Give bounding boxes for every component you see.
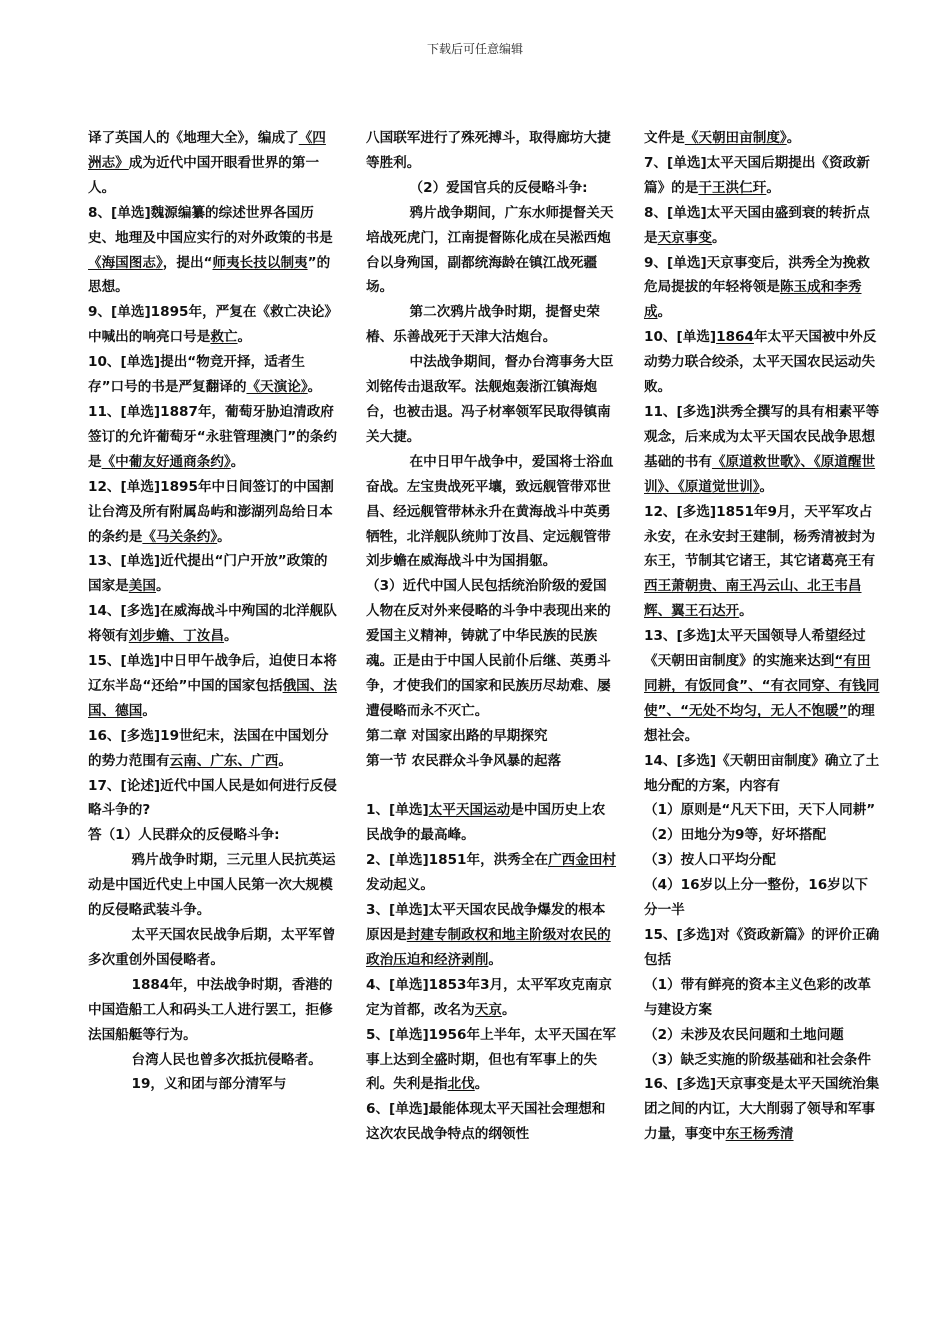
answer-text: 刘步蟾、丁汝昌	[128, 628, 224, 645]
text-run: 12、[多选]1851年9月，天平军攻占永安，在永安封王建制，杨秀清被封为东王，节制其它诸王，其它诸葛亮王有	[644, 503, 876, 570]
text-run: （1）带有鲜亮的资本主义色彩的改革与建设方案	[644, 976, 871, 1018]
answer-text: 北伐	[447, 1076, 475, 1093]
answer-text: “有田同耕，有饭同食”、“有衣同穿、有钱同使”、“无处不均匀，无人不饱暖”	[644, 653, 880, 719]
text-run: 文件是	[644, 130, 685, 146]
text-paragraph	[366, 450, 618, 575]
text-run: 第二章 对国家出路的早期探究	[366, 727, 548, 744]
text-paragraph	[366, 798, 618, 848]
text-paragraph	[88, 300, 338, 350]
answer-text: 《原道救世歌》、《原道醒世训》、《原道觉世训》	[644, 453, 876, 495]
text-run: 11、[单选]1887年，葡萄牙胁迫清政府签订的允许葡萄牙“永驻管理澳门”的条约是	[88, 403, 337, 470]
text-run: 。	[278, 752, 292, 769]
text-run: 发动起义。	[366, 877, 434, 894]
text-run: 第一节 农民群众斗争风暴的起落	[366, 752, 562, 769]
text-paragraph	[366, 574, 618, 723]
text-paragraph	[88, 823, 338, 848]
text-run: 10、[单选]提出“物竞开择，适者生存”口号的书是严复翻译的	[88, 354, 305, 396]
answer-text: 救亡	[210, 329, 238, 346]
text-paragraph	[88, 724, 338, 774]
answer-text: 《中葡友好通商条约》	[101, 453, 231, 470]
answer-text: 1864	[716, 329, 754, 346]
text-paragraph	[644, 1023, 880, 1048]
text-run: （2）爱国官兵的反侵略斗争:	[409, 179, 588, 196]
text-paragraph	[88, 649, 338, 724]
text-run: 台湾人民也曾多次抵抗侵略者。	[131, 1051, 322, 1068]
text-run: 。	[711, 229, 726, 246]
answer-text: 陈玉成和李秀成	[644, 279, 862, 321]
text-run: 7、[单选]太平天国后期提出《资政新篇》的是	[644, 154, 870, 196]
answer-text: 太平天国运动	[428, 802, 511, 819]
text-paragraph	[644, 151, 880, 201]
answer-text: 广西金田村	[548, 852, 617, 869]
page-header: 下载后可任意编辑	[426, 42, 523, 56]
text-run: 鸦片战争期间，广东水师提督关天培战死虎门，江南提督陈化成在吴淞西炮台以身殉国，副都统海龄在镇江战死疆场。	[366, 204, 614, 296]
answer-text: 《天演论》	[246, 379, 308, 396]
answer-text: 天京	[474, 1001, 502, 1018]
text-run: 八国联军进行了殊死搏斗，取得廊坊大捷等胜利。	[366, 130, 611, 171]
blank-line	[366, 774, 618, 799]
text-paragraph	[644, 325, 880, 400]
text-paragraph	[366, 973, 618, 1023]
text-run: （3）近代中国人民包括统治阶级的爱国人物在反对外来侵略的斗争中表现出来的爱国主义精神，铸就了中华民族的民族魂。正是由于中国人民前仆后继、英勇斗争，才使我们的国家和民族历尽劫难、屡遭侵略而永不灭亡。	[366, 578, 611, 719]
text-run: 。	[657, 304, 672, 321]
text-paragraph	[88, 599, 338, 649]
text-run: 17、[论述]近代中国人民是如何进行反侵略斗争的?	[88, 777, 337, 819]
text-paragraph	[644, 749, 880, 799]
text-run: 太平天国农民战争后期，太平军曾多次重创外国侵略者。	[88, 927, 336, 968]
text-run: 译了英国人的《地理大全》，编成	[88, 130, 286, 146]
text-run: 。	[501, 1001, 516, 1018]
column-2	[366, 126, 618, 1147]
text-run: ”的思想。	[88, 254, 331, 296]
text-run: （3）按人口平均分配	[644, 852, 776, 869]
text-run: 。	[759, 478, 774, 495]
text-run: 19，义和团与部分清军与	[131, 1076, 287, 1093]
text-run: 鸦片战争时期，三元里人民抗英运动是中国近代史上中国人民第一次大规模的反侵略武装斗争。	[88, 852, 336, 919]
text-paragraph	[88, 848, 338, 923]
column-3	[644, 126, 880, 1147]
text-paragraph	[366, 898, 618, 973]
text-paragraph	[88, 126, 338, 201]
text-run: 。	[488, 951, 502, 968]
text-run: 的理想社会。	[644, 702, 875, 744]
text-run: 16、[多选]天京事变是太平天国统治集团之间的内讧，大大削弱了领导和军事力量，事变中	[644, 1076, 880, 1143]
text-paragraph	[366, 350, 618, 450]
text-paragraph	[366, 749, 618, 774]
text-paragraph	[88, 1048, 338, 1073]
text-run: 1、[单选]	[366, 802, 429, 819]
text-run: 。	[307, 379, 322, 396]
text-run: 。	[474, 1076, 489, 1093]
answer-text: 云南、广东、广西	[169, 752, 279, 769]
text-run: 。	[786, 130, 801, 146]
text-paragraph	[366, 176, 618, 201]
text-paragraph	[88, 350, 338, 400]
text-paragraph	[366, 300, 618, 350]
text-run: 16、[多选]19世纪末，法国在中国划分的势力范围有	[88, 727, 329, 769]
text-run: 6、[单选]最能体现太平天国社会理想和这次农民战争特点的纲领性	[366, 1101, 606, 1143]
text-run: 15、[单选]中日甲午战争后，迫使日本将辽东半岛“还给”中国的国家包括	[88, 653, 337, 694]
text-run: 3、[单选]太平天国农民战争爆发的根本原因是	[366, 902, 606, 943]
text-paragraph	[644, 1072, 880, 1147]
text-paragraph	[88, 1072, 338, 1097]
text-paragraph	[366, 724, 618, 749]
text-paragraph	[88, 774, 338, 824]
text-run: 第二次鸦片战争时期，提督史荣椿、乐善战死于天津大沽炮台。	[366, 304, 600, 346]
text-run: 在中日甲午战争中，爱国将士浴血奋战。左宝贵战死平壤，致远舰管带邓世昌、经远舰管带林永升在黄海战斗中英勇牺牲，北洋舰队统帅丁汝昌、定远舰管带刘步蟾在威海战斗中为国捐躯。	[366, 453, 614, 570]
answer-text: 《四洲志》	[88, 130, 326, 171]
text-run: 成为近代中国开眼看世界的第一人。	[88, 154, 320, 196]
text-run: 是中国历史上农民战争的最高峰。	[366, 802, 606, 844]
text-paragraph	[644, 798, 880, 823]
text-run: 。	[237, 329, 252, 346]
text-paragraph	[644, 923, 880, 973]
text-paragraph	[644, 873, 880, 923]
text-run: 2、[单选]1851年，洪秀全在	[366, 852, 549, 869]
text-paragraph	[88, 549, 338, 599]
answer-text: 《海国图志》	[88, 254, 163, 271]
text-run: 14、[多选]在威海战斗中殉国的北洋舰队将领有	[88, 603, 337, 645]
answer-text: 干王洪仁玕	[698, 179, 767, 196]
answer-text: 师夷长技以制夷	[212, 254, 308, 271]
text-run: 5、[单选]1956年上半年，太平天国在军事上达到全盛时期，但也有军事上的失利。失利是指	[366, 1026, 617, 1093]
text-paragraph	[366, 126, 618, 176]
text-run: 8、[单选]太平天国由盛到衰的转折点是	[644, 204, 870, 246]
text-run: （4）16岁以上分一整份，16岁以下分一半	[644, 877, 869, 919]
text-paragraph	[644, 624, 880, 749]
text-paragraph	[644, 201, 880, 251]
answer-text: 东王杨秀清	[725, 1126, 794, 1143]
text-paragraph	[88, 400, 338, 475]
text-run: 13、[单选]近代提出“门户开放”政策的国家是	[88, 553, 328, 595]
text-paragraph	[88, 201, 338, 301]
text-run: （2）未涉及农民问题和土地问题	[644, 1026, 844, 1043]
text-run: （3）缺乏实施的阶级基础和社会条件	[644, 1051, 871, 1068]
text-run: 中法战争期间，督办台湾事务大臣刘铭传击退敌军。法舰炮轰浙江镇海炮台，也被击退。冯子材率领军民取得镇南关大捷。	[366, 354, 614, 445]
answer-text: 《马关条约》	[142, 528, 218, 545]
text-run: 年太平天国被中外反动势力联合绞杀，太平天国农民运动失败。	[644, 329, 877, 396]
text-run: 12、[单选]1895年中日间签订的中国割让台湾及所有附属岛屿和澎湖列岛给日本的条约是	[88, 478, 334, 545]
text-run: 11、[多选]洪秀全撰写的具有相素平等观念，后来成为太平天国农民战争思想基础的书有	[644, 403, 880, 470]
text-paragraph	[366, 1023, 618, 1098]
text-paragraph	[644, 126, 880, 151]
answer-text: 俄国、法国、德国	[88, 677, 337, 719]
text-paragraph	[644, 1048, 880, 1073]
text-run: 。	[142, 702, 156, 719]
text-run: 了	[285, 130, 299, 146]
text-run: 1884年，中法战争时期，香港的中国造船工人和码头工人进行罢工，拒修法国船艇等行为。	[88, 976, 333, 1043]
text-paragraph	[644, 500, 880, 625]
text-run: 。	[739, 603, 753, 620]
text-run: 15、[多选]对《资政新篇》的评价正确包括	[644, 927, 880, 968]
text-paragraph	[644, 823, 880, 848]
text-paragraph	[88, 973, 338, 1048]
text-paragraph	[366, 201, 618, 301]
text-run: 。	[155, 578, 170, 595]
text-paragraph	[644, 973, 880, 1023]
answer-text: 西王萧朝贵、南王冯云山、北王韦昌辉、翼王石达开	[644, 578, 862, 620]
text-run: 14、[多选]《天朝田亩制度》确立了土地分配的方案，内容有	[644, 752, 880, 794]
answer-text: 封建专制政权和地主阶级对农民的政治压迫和经济剥削	[366, 926, 611, 968]
text-run: 。	[230, 453, 245, 470]
column-1	[88, 126, 338, 1097]
text-run: 9、[单选]天京事变后，洪秀全为挽救危局提拔的年轻将领是	[644, 254, 870, 296]
text-run: 9、[单选]1895年，严复在《救亡决论》中喊出的响亮口号是	[88, 304, 332, 346]
text-run: （2）田地分为9等，好坏搭配	[644, 827, 827, 844]
answer-text: 《天朝田亩制度》	[684, 130, 787, 146]
text-paragraph	[644, 848, 880, 873]
text-paragraph	[644, 251, 880, 326]
text-paragraph	[366, 1097, 618, 1147]
text-run: 4、[单选]1853年3月，太平军攻克南京定为首都，改名为	[366, 976, 612, 1018]
text-paragraph	[644, 400, 880, 500]
answer-text: 美国	[128, 578, 156, 595]
answer-text: 天京事变	[657, 229, 712, 246]
text-run: 。	[223, 628, 238, 645]
text-paragraph	[88, 475, 338, 550]
text-run: （1）原则是“凡天下田，天下人同耕”	[644, 802, 876, 819]
text-run: ，提出“	[162, 254, 213, 271]
text-run: 答（1）人民群众的反侵略斗争:	[88, 827, 280, 844]
text-run: 8、[单选]魏源编纂的综述世界各国历史、地理及中国应实行的对外政策的书是	[88, 204, 333, 246]
text-run: 。	[766, 179, 780, 196]
text-paragraph	[366, 848, 618, 898]
text-run: 。	[217, 528, 231, 545]
text-paragraph	[88, 923, 338, 973]
text-run: 10、[单选]	[644, 329, 717, 346]
text-run: 13、[多选]太平天国领导人希望经过《天朝田亩制度》的实施来达到	[644, 628, 866, 670]
